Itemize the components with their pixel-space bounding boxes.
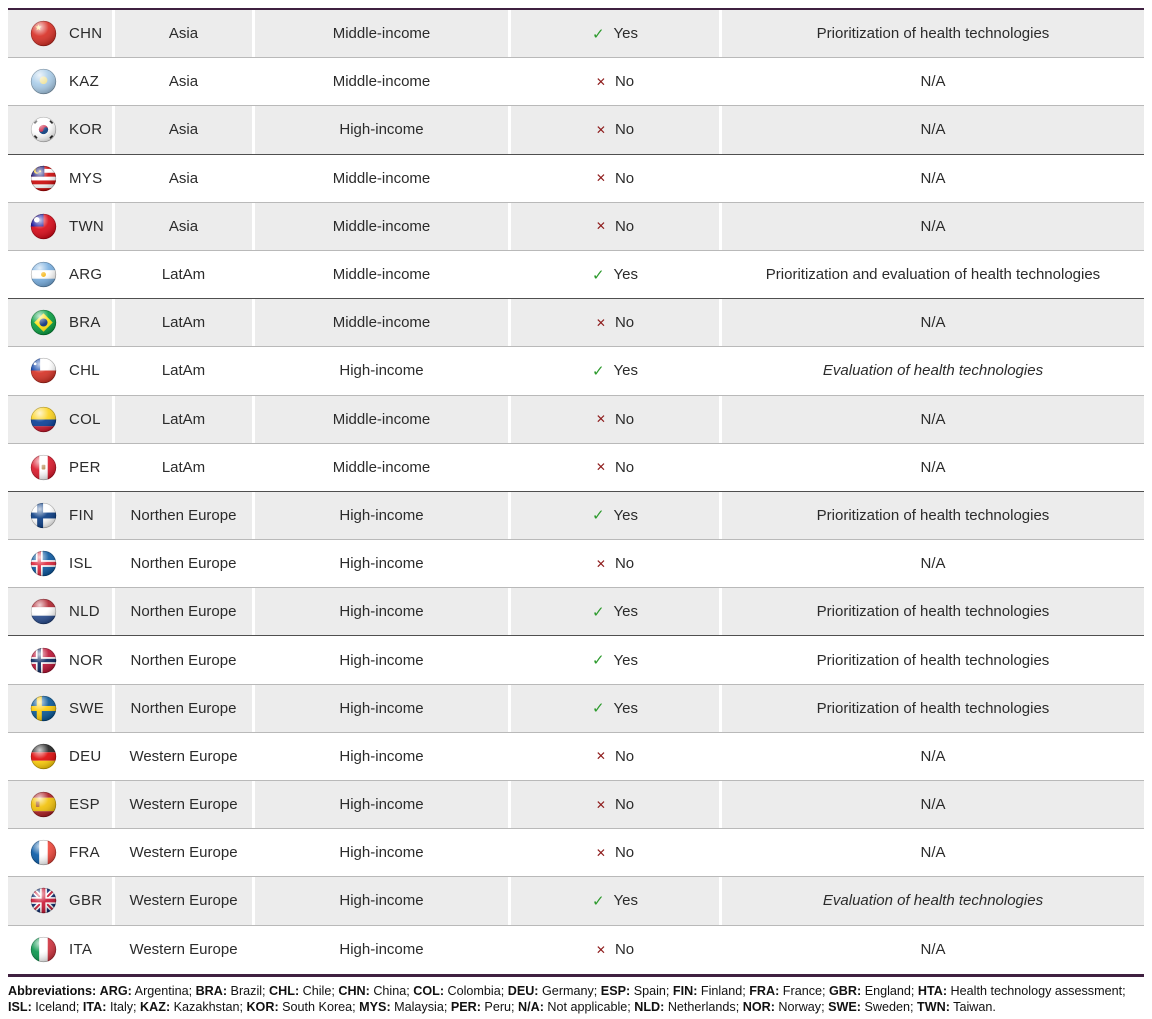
income-level-cell: Middle-income: [255, 299, 508, 346]
country-code: CHL: [69, 362, 100, 380]
table-row: [8, 444, 1144, 492]
check-icon: ✓: [591, 25, 605, 43]
country-code: PER: [69, 458, 101, 476]
hta-status-cell: [511, 733, 719, 780]
footnote-meaning: Peru;: [480, 999, 515, 1014]
region-cell: LatAm: [115, 251, 252, 298]
country-cell: [8, 106, 112, 153]
country-cell: [8, 636, 112, 683]
country-cell: [8, 347, 112, 394]
income-level-cell: Middle-income: [255, 155, 508, 202]
check-icon: ✓: [591, 892, 605, 910]
footnote-meaning: Germany;: [538, 983, 598, 998]
flag-icon-mys: [30, 165, 57, 192]
income-level-cell: Middle-income: [255, 251, 508, 298]
hta-status-cell: [511, 877, 719, 924]
footnote-meaning: Kazakhstan;: [170, 999, 243, 1014]
income-level-cell: High-income: [255, 588, 508, 635]
hta-description-cell: N/A: [722, 58, 1144, 105]
table-row: [8, 299, 1144, 347]
hta-status-cell: [511, 492, 719, 539]
income-level-cell: High-income: [255, 636, 508, 683]
table-row: [8, 588, 1144, 636]
country-code: TWN: [69, 217, 105, 235]
cross-icon: ✕: [595, 171, 606, 186]
income-level-cell: High-income: [255, 106, 508, 153]
table-row: [8, 58, 1144, 106]
hta-description-cell: N/A: [722, 203, 1144, 250]
country-cell: [8, 444, 112, 491]
hta-status-label: Yes: [613, 699, 639, 717]
flag-icon-swe: [30, 695, 57, 722]
flag-icon-twn: [30, 213, 57, 240]
hta-status-cell: [511, 10, 719, 57]
region-cell: Asia: [115, 58, 252, 105]
footnote-abbr: HTA:: [914, 983, 948, 998]
table-row: [8, 347, 1144, 395]
cross-icon: ✕: [595, 219, 606, 234]
table-row: [8, 203, 1144, 251]
country-cell: [8, 781, 112, 828]
hta-description-cell: Prioritization and evaluation of health technologies: [722, 251, 1144, 298]
footnote-abbr: FIN:: [669, 983, 698, 998]
cross-icon: ✕: [595, 74, 606, 89]
hta-status-label: No: [614, 121, 635, 139]
country-cell: [8, 733, 112, 780]
footnote-meaning: Sweden;: [861, 999, 914, 1014]
footnote-meaning: Netherlands;: [664, 999, 740, 1014]
footnote-abbr: N/A:: [514, 999, 544, 1014]
region-cell: Western Europe: [115, 733, 252, 780]
footnote-meaning: Brazil;: [227, 983, 266, 998]
hta-status-label: No: [614, 217, 635, 235]
footnote-abbr: CHL:: [265, 983, 300, 998]
hta-status-cell: [511, 636, 719, 683]
footnote-meaning: Health technology assessment;: [947, 983, 1126, 998]
hta-status-label: Yes: [613, 25, 639, 43]
hta-status-label: No: [614, 73, 635, 91]
hta-country-table-figure: [8, 8, 1144, 1015]
country-code: MYS: [69, 169, 103, 187]
flag-icon-per: [30, 454, 57, 481]
hta-description-cell: N/A: [722, 444, 1144, 491]
footnote-abbr: NLD:: [630, 999, 665, 1014]
income-level-cell: Middle-income: [255, 203, 508, 250]
hta-status-label: No: [614, 169, 635, 187]
footnote-abbr: MYS:: [355, 999, 391, 1014]
income-level-cell: High-income: [255, 733, 508, 780]
cross-icon: ✕: [595, 412, 606, 427]
hta-status-label: Yes: [613, 892, 639, 910]
income-level-cell: High-income: [255, 347, 508, 394]
hta-description-cell: Prioritization of health technologies: [722, 10, 1144, 57]
table-row: [8, 155, 1144, 203]
country-cell: [8, 829, 112, 876]
flag-icon-chl: [30, 357, 57, 384]
hta-status-cell: [511, 203, 719, 250]
flag-icon-kaz: [30, 68, 57, 95]
flag-icon-deu: [30, 743, 57, 770]
country-cell: [8, 58, 112, 105]
footnote-abbr: CHN:: [334, 983, 370, 998]
region-cell: Western Europe: [115, 781, 252, 828]
region-cell: LatAm: [115, 396, 252, 443]
country-code: SWE: [69, 699, 105, 717]
table-row: [8, 396, 1144, 444]
hta-status-cell: [511, 588, 719, 635]
country-code: FRA: [69, 844, 100, 862]
hta-description-cell: Evaluation of health technologies: [722, 347, 1144, 394]
hta-description-cell: N/A: [722, 781, 1144, 828]
footnote-abbr: ESP:: [597, 983, 631, 998]
footnote-meaning: Iceland;: [31, 999, 80, 1014]
hta-status-label: No: [614, 796, 635, 814]
footnote-meaning: Argentina;: [131, 983, 193, 998]
flag-icon-nld: [30, 598, 57, 625]
hta-status-label: Yes: [613, 603, 639, 621]
table-row: [8, 10, 1144, 58]
hta-status-label: No: [614, 314, 635, 332]
country-cell: [8, 10, 112, 57]
hta-status-cell: [511, 347, 719, 394]
country-code: ESP: [69, 796, 100, 814]
region-cell: LatAm: [115, 347, 252, 394]
hta-description-cell: N/A: [722, 299, 1144, 346]
region-cell: LatAm: [115, 444, 252, 491]
table-row: [8, 781, 1144, 829]
country-code: CHN: [69, 25, 103, 43]
cross-icon: ✕: [595, 315, 606, 330]
cross-icon: ✕: [595, 797, 606, 812]
hta-status-label: Yes: [613, 266, 639, 284]
hta-status-label: No: [614, 941, 635, 959]
footnote-abbr: FRA:: [745, 983, 780, 998]
hta-description-cell: N/A: [722, 396, 1144, 443]
income-level-cell: Middle-income: [255, 58, 508, 105]
footnote-abbr: GBR:: [825, 983, 862, 998]
country-cell: [8, 685, 112, 732]
footnote-abbr: BRA:: [192, 983, 228, 998]
hta-status-cell: [511, 106, 719, 153]
hta-description-cell: Prioritization of health technologies: [722, 588, 1144, 635]
hta-status-cell: [511, 396, 719, 443]
country-code: ITA: [69, 941, 93, 959]
footnote-abbr: ISL:: [8, 999, 32, 1014]
hta-description-cell: N/A: [722, 926, 1144, 974]
flag-icon-kor: [30, 116, 57, 143]
table-row: [8, 926, 1144, 974]
footnote-meaning: Not applicable;: [543, 999, 631, 1014]
region-cell: Western Europe: [115, 829, 252, 876]
flag-icon-nor: [30, 647, 57, 674]
hta-description-cell: N/A: [722, 733, 1144, 780]
income-level-cell: High-income: [255, 877, 508, 924]
footnote-meaning: Taiwan.: [949, 999, 996, 1014]
check-icon: ✓: [591, 362, 605, 380]
region-cell: LatAm: [115, 299, 252, 346]
footnote-meaning: Spain;: [630, 983, 670, 998]
region-cell: Northen Europe: [115, 636, 252, 683]
footnote-meaning: Norway;: [774, 999, 825, 1014]
table-row: [8, 540, 1144, 588]
region-cell: Northen Europe: [115, 588, 252, 635]
country-cell: [8, 492, 112, 539]
table-row: [8, 106, 1144, 154]
country-cell: [8, 926, 112, 974]
hta-status-label: No: [614, 555, 635, 573]
country-code: NLD: [69, 603, 100, 621]
flag-icon-ita: [30, 936, 57, 963]
country-code: ISL: [69, 555, 93, 573]
country-table: [8, 10, 1144, 974]
footnote-abbr: NOR:: [739, 999, 775, 1014]
country-cell: [8, 203, 112, 250]
income-level-cell: Middle-income: [255, 10, 508, 57]
country-code: FIN: [69, 506, 95, 524]
footnote-prefix: Abbreviations:: [8, 983, 97, 998]
footnote-meaning: South Korea;: [278, 999, 356, 1014]
country-cell: [8, 540, 112, 587]
hta-description-cell: Prioritization of health technologies: [722, 685, 1144, 732]
hta-status-label: Yes: [613, 651, 639, 669]
footnote-abbr: DEU:: [504, 983, 539, 998]
footnote-meaning: Chile;: [299, 983, 335, 998]
hta-description-cell: Prioritization of health technologies: [722, 492, 1144, 539]
region-cell: Western Europe: [115, 926, 252, 974]
footnote-meaning: France;: [779, 983, 826, 998]
check-icon: ✓: [591, 603, 605, 621]
income-level-cell: Middle-income: [255, 396, 508, 443]
income-level-cell: High-income: [255, 685, 508, 732]
hta-description-cell: N/A: [722, 106, 1144, 153]
flag-icon-arg: [30, 261, 57, 288]
footnote-meaning: Finland;: [697, 983, 746, 998]
income-level-cell: High-income: [255, 926, 508, 974]
hta-status-cell: [511, 444, 719, 491]
country-cell: [8, 396, 112, 443]
country-code: NOR: [69, 651, 104, 669]
income-level-cell: High-income: [255, 540, 508, 587]
country-code: ARG: [69, 266, 103, 284]
flag-icon-fra: [30, 839, 57, 866]
hta-status-cell: [511, 829, 719, 876]
footnote-abbr: SWE:: [824, 999, 861, 1014]
country-code: DEU: [69, 747, 102, 765]
table-row: [8, 251, 1144, 299]
hta-description-cell: Prioritization of health technologies: [722, 636, 1144, 683]
cross-icon: ✕: [595, 845, 606, 860]
table-row: [8, 877, 1144, 925]
income-level-cell: Middle-income: [255, 444, 508, 491]
hta-status-label: No: [614, 747, 635, 765]
hta-description-cell: N/A: [722, 829, 1144, 876]
country-cell: [8, 299, 112, 346]
footnote-abbr: ITA:: [79, 999, 107, 1014]
hta-status-label: Yes: [613, 506, 639, 524]
income-level-cell: High-income: [255, 781, 508, 828]
country-code: KAZ: [69, 73, 100, 91]
cross-icon: ✕: [595, 460, 606, 475]
hta-description-cell: N/A: [722, 540, 1144, 587]
region-cell: Asia: [115, 203, 252, 250]
flag-icon-isl: [30, 550, 57, 577]
cross-icon: ✕: [595, 122, 606, 137]
check-icon: ✓: [591, 652, 605, 670]
flag-icon-gbr: [30, 887, 57, 914]
footnote-meaning: Colombia;: [444, 983, 505, 998]
check-icon: ✓: [591, 266, 605, 284]
hta-status-cell: [511, 58, 719, 105]
hta-status-cell: [511, 781, 719, 828]
country-cell: [8, 877, 112, 924]
footnote-abbr: PER:: [447, 999, 481, 1014]
footnote-meaning: China;: [369, 983, 410, 998]
country-cell: [8, 588, 112, 635]
income-level-cell: High-income: [255, 492, 508, 539]
flag-icon-col: [30, 406, 57, 433]
country-cell: [8, 251, 112, 298]
region-cell: Asia: [115, 10, 252, 57]
abbreviations-footnote: [8, 977, 1144, 1016]
cross-icon: ✕: [595, 942, 606, 957]
footnote-abbr: KAZ:: [136, 999, 171, 1014]
check-icon: ✓: [591, 507, 605, 525]
hta-status-label: No: [614, 410, 635, 428]
check-icon: ✓: [591, 700, 605, 718]
hta-description-cell: Evaluation of health technologies: [722, 877, 1144, 924]
hta-description-cell: N/A: [722, 155, 1144, 202]
table-row: [8, 733, 1144, 781]
region-cell: Western Europe: [115, 877, 252, 924]
cross-icon: ✕: [595, 749, 606, 764]
region-cell: Asia: [115, 106, 252, 153]
footnote-abbr: ARG:: [99, 983, 132, 998]
flag-icon-chn: [30, 20, 57, 47]
footnote-meaning: England;: [861, 983, 915, 998]
region-cell: Northen Europe: [115, 492, 252, 539]
hta-status-cell: [511, 155, 719, 202]
country-code: GBR: [69, 892, 103, 910]
hta-status-label: No: [614, 844, 635, 862]
income-level-cell: High-income: [255, 829, 508, 876]
table-row: [8, 492, 1144, 540]
region-cell: Northen Europe: [115, 685, 252, 732]
hta-status-label: Yes: [613, 362, 639, 380]
footnote-abbr: TWN:: [913, 999, 950, 1014]
footnote-abbr: KOR:: [242, 999, 279, 1014]
country-cell: [8, 155, 112, 202]
hta-status-cell: [511, 299, 719, 346]
table-row: [8, 685, 1144, 733]
footnote-meaning: Italy;: [106, 999, 137, 1014]
region-cell: Northen Europe: [115, 540, 252, 587]
hta-status-cell: [511, 540, 719, 587]
hta-status-cell: [511, 685, 719, 732]
region-cell: Asia: [115, 155, 252, 202]
cross-icon: ✕: [595, 556, 606, 571]
country-code: KOR: [69, 121, 103, 139]
country-code: BRA: [69, 314, 101, 332]
footnote-meaning: Malaysia;: [390, 999, 448, 1014]
flag-icon-esp: [30, 791, 57, 818]
footnote-abbr: COL:: [409, 983, 445, 998]
flag-icon-bra: [30, 309, 57, 336]
table-row: [8, 636, 1144, 684]
country-code: COL: [69, 410, 101, 428]
table-row: [8, 829, 1144, 877]
hta-status-cell: [511, 926, 719, 974]
hta-status-label: No: [614, 458, 635, 476]
flag-icon-fin: [30, 502, 57, 529]
hta-status-cell: [511, 251, 719, 298]
